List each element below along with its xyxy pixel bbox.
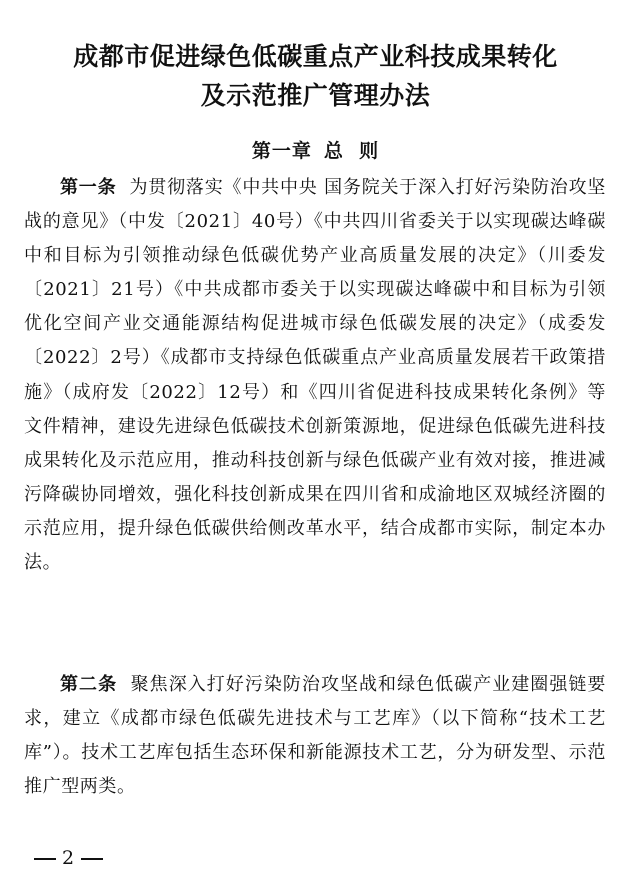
article-1-text: 为贯彻落实《中共中央 国务院关于深入打好污染防治攻坚战的意见》（中发〔2021〕40号）《中共四川省委关于以实现碳达峰碳中和目标为引领推动绿色低碳优势产业高质量发展的决定》（川委发〔2021〕21号）《中共成都市委关于以实现碳达峰碳中和目标为引领优化空间产业交通能源结构促进城市绿色低碳发展的决定》（成委发〔2022〕2号）《成都市支持绿色低碳重点产业高质量发展若干政策措施》（成府发〔2022〕12号）和《四川省促进科技成果转化条例》等文件精神，建设先进绿色低碳技术创新策源地，促进绿色低碳先进科技成果转化及示范应用，推动科技创新与绿色低碳产业有效对接，推进减污降碳协同增效，强化科技创新成果在四川省和成渝地区双城经济圈的示范应用，提升绿色低碳供给侧改革水平，结合成都市实际，制定本办法。 (24, 177, 606, 574)
chapter-heading (0, 136, 631, 163)
article-1 (24, 171, 606, 580)
article-2-label: 第二条 (60, 674, 118, 695)
article-1-label: 第一条 (60, 177, 117, 198)
chapter-number: 第一章 (251, 140, 312, 162)
page-number (28, 847, 109, 869)
document-title-line-2: 及示范推广管理办法 (200, 81, 431, 110)
article-2 (24, 668, 606, 804)
page-number-dash-right (81, 858, 103, 860)
page-number-value: 2 (62, 847, 76, 869)
document-title-line-1: 成都市促进绿色低碳重点产业科技成果转化 (73, 42, 558, 71)
article-2-text: 聚焦深入打好污染防治攻坚战和绿色低碳产业建圈强链要求，建立《成都市绿色低碳先进技术与工艺库》（以下简称“技术工艺库”）。技术工艺库包括生态环保和新能源技术工艺，分为研发型、示范推广型两类。 (24, 674, 606, 798)
page-number-dash-left (34, 858, 56, 860)
chapter-name: 总 则 (323, 140, 380, 162)
